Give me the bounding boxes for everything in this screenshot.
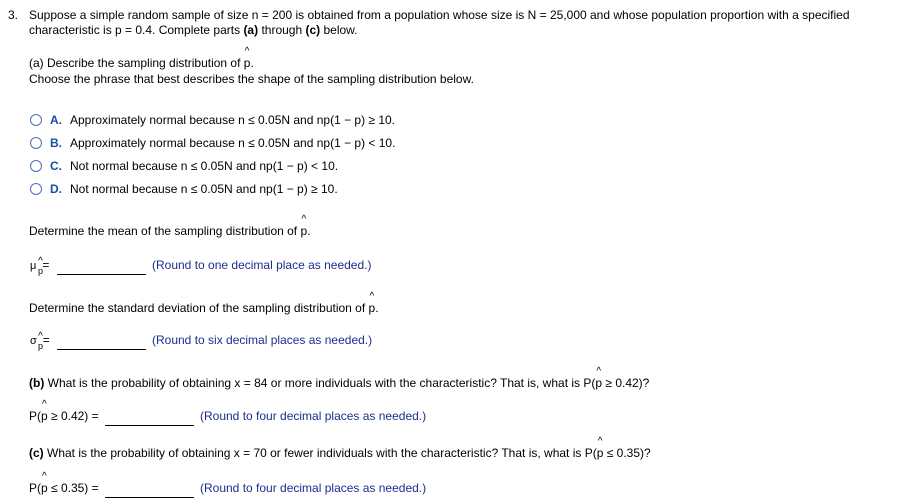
question-number: 3.: [8, 8, 19, 22]
sd-hint: (Round to six decimal places as needed.): [152, 333, 373, 347]
option-d[interactable]: D. Not normal because n ≤ 0.05N and np(1 − p) ≥ 10.: [30, 182, 338, 196]
sd-prompt: Determine the standard deviation of the sampling distribution of ^ p.: [29, 301, 379, 315]
mean-prompt: Determine the mean of the sampling distribution of ^ p.: [29, 224, 311, 238]
mean-subscript-p-hat: ^ p: [38, 266, 43, 276]
part-b-answer-label: P(^ p ≥ 0.42) =: [29, 409, 99, 423]
sd-answer-input[interactable]: [57, 337, 146, 350]
sd-symbol: σ ^ p =: [30, 333, 50, 347]
sd-subscript-p-hat: ^ p: [38, 341, 43, 351]
part-c-answer-input[interactable]: [105, 485, 194, 498]
radio-d[interactable]: [30, 183, 42, 195]
part-b-answer-input[interactable]: [105, 413, 194, 426]
part-b-question: (b) What is the probability of obtaining x = 84 or more individuals with the characteristic? That is, what is P(^ p ≥ 0.42)?: [29, 376, 649, 390]
mean-symbol: μ ^ p =: [30, 258, 49, 272]
part-c-answer-label: P(^ p ≤ 0.35) =: [29, 481, 99, 495]
question-text-line1: Suppose a simple random sample of size n = 200 is obtained from a population whose size is N = 25,000 and whose population proportion with a specified: [29, 8, 850, 22]
part-c-question: (c) What is the probability of obtaining x = 70 or fewer individuals with the characteristic? That is, what is P(^ p ≤ 0.35)?: [29, 446, 651, 460]
question-text-line2: characteristic is p = 0.4. Complete parts (a) through (c) below.: [29, 23, 358, 37]
mean-answer-input[interactable]: [57, 262, 146, 275]
option-a[interactable]: A. Approximately normal because n ≤ 0.05N and np(1 − p) ≥ 10.: [30, 113, 395, 127]
radio-a[interactable]: [30, 114, 42, 126]
radio-b[interactable]: [30, 137, 42, 149]
part-b-hint: (Round to four decimal places as needed.): [200, 409, 427, 423]
radio-c[interactable]: [30, 160, 42, 172]
part-a-instruction: Choose the phrase that best describes the shape of the sampling distribution below.: [29, 72, 474, 86]
option-b[interactable]: B. Approximately normal because n ≤ 0.05N and np(1 − p) < 10.: [30, 136, 395, 150]
option-c[interactable]: C. Not normal because n ≤ 0.05N and np(1 − p) < 10.: [30, 159, 338, 173]
mean-hint: (Round to one decimal place as needed.): [152, 258, 372, 272]
part-c-hint: (Round to four decimal places as needed.): [200, 481, 427, 495]
part-a-title: (a) Describe the sampling distribution of ^ p.: [29, 56, 254, 70]
